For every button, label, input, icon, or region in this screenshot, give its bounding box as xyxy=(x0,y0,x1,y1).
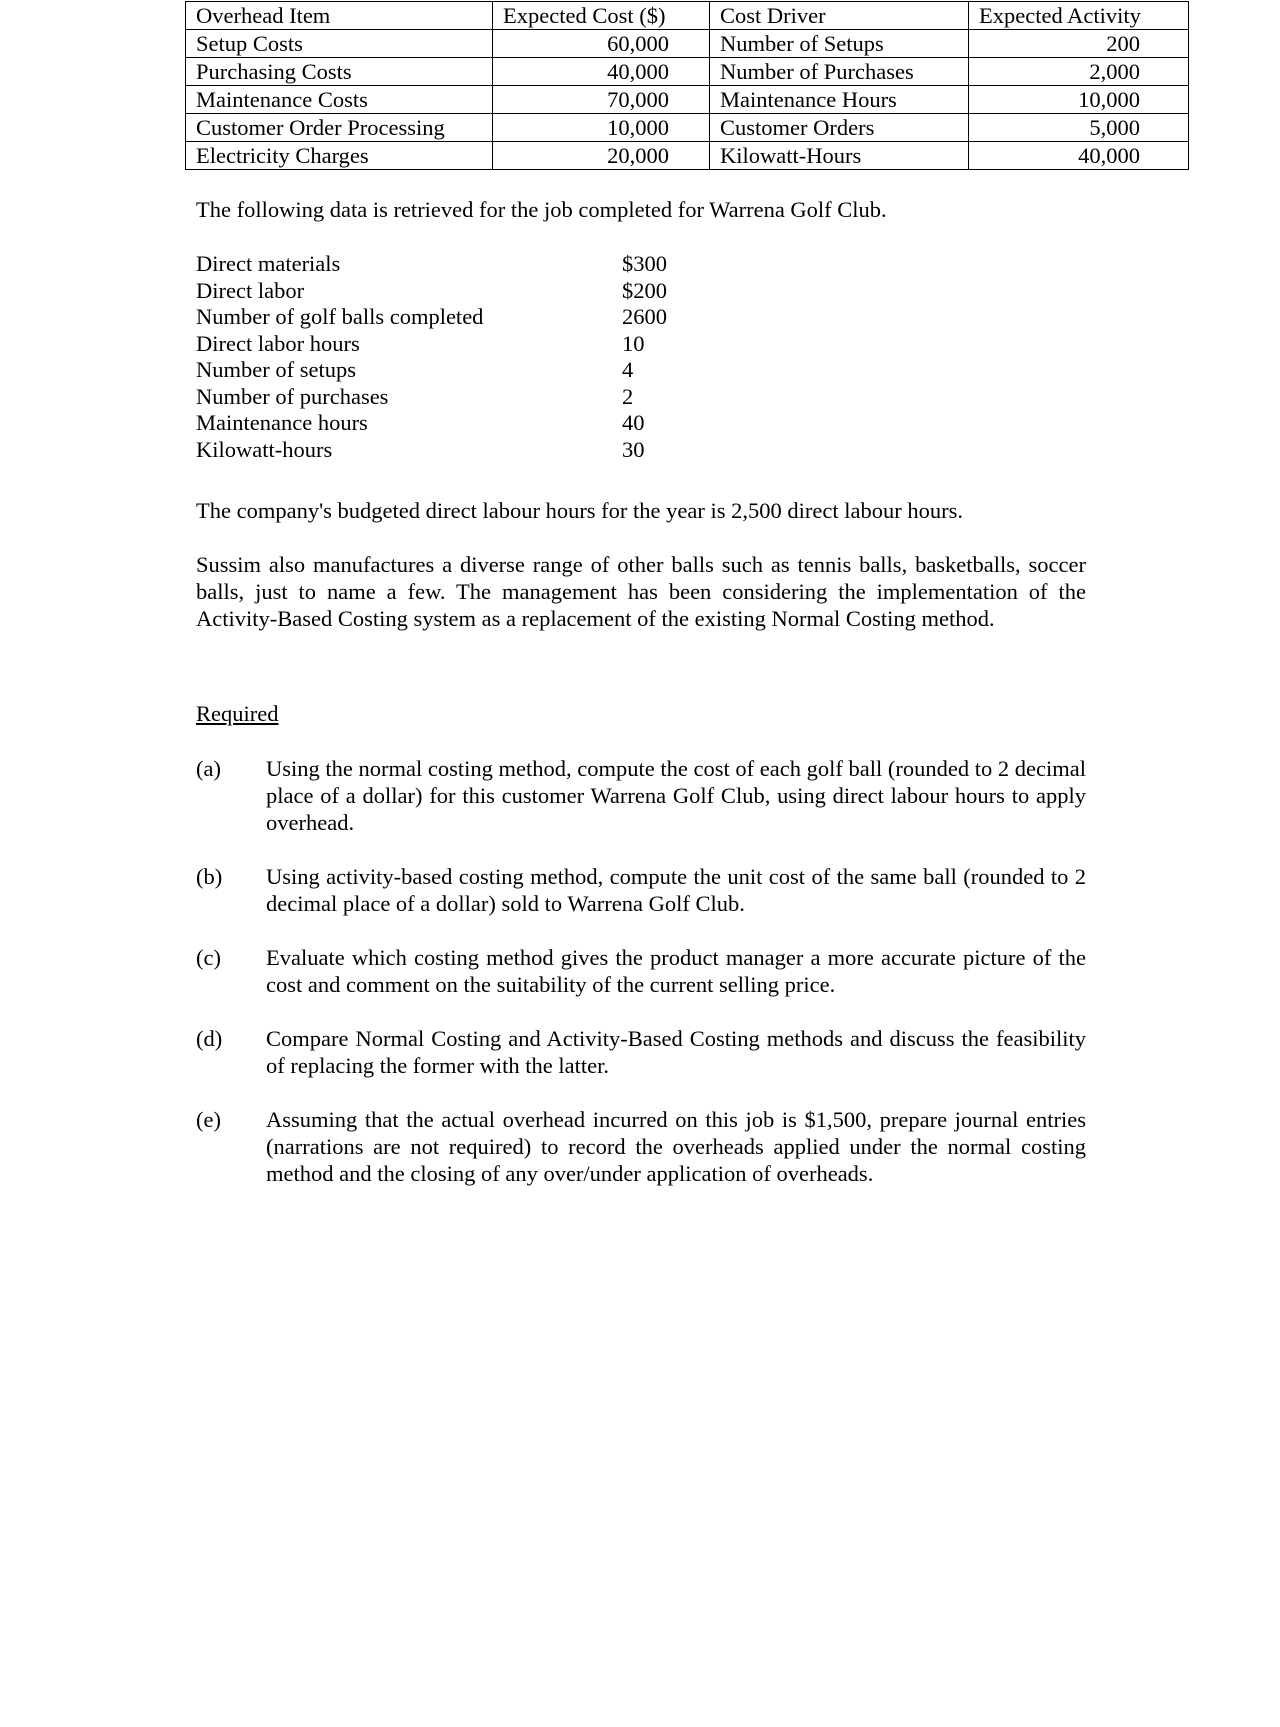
cell-expected-activity: 5,000 xyxy=(969,114,1189,142)
table-row xyxy=(186,30,1189,58)
job-data-label: Direct labor xyxy=(196,277,305,303)
budget-paragraph: The company's budgeted direct labour hours for the year is 2,500 direct labour hours. xyxy=(196,498,963,523)
table-row xyxy=(186,114,1189,142)
column-header-expected-cost: Expected Cost ($) xyxy=(493,2,710,30)
list-item xyxy=(196,250,716,277)
job-data-value: 40 xyxy=(622,410,645,435)
requirement-letter: (c) xyxy=(196,945,221,970)
cell-overhead-item: Electricity Charges xyxy=(186,142,493,170)
cell-cost-driver: Customer Orders xyxy=(710,114,969,142)
requirement-letter: (a) xyxy=(196,756,221,781)
job-data-label: Kilowatt-hours xyxy=(196,436,333,462)
job-data-label: Number of setups xyxy=(196,357,356,382)
job-data-list xyxy=(196,250,716,462)
column-header-expected-activity: Expected Activity xyxy=(969,2,1189,30)
list-item xyxy=(196,1106,1086,1187)
list-item xyxy=(196,436,716,463)
cell-overhead-item: Setup Costs xyxy=(186,30,493,58)
requirement-letter: (b) xyxy=(196,864,223,889)
list-item xyxy=(196,303,716,330)
cell-expected-cost: 20,000 xyxy=(493,142,710,170)
requirement-text: Using activity-based costing method, compute the unit cost of the same ball (rounded to 2 decimal place of a dollar) sold to Warrena Golf Club. xyxy=(266,864,1086,916)
column-header-cost-driver: Cost Driver xyxy=(710,2,969,30)
cell-expected-cost: 40,000 xyxy=(493,58,710,86)
overhead-cost-table xyxy=(185,1,1189,170)
cell-cost-driver: Maintenance Hours xyxy=(710,86,969,114)
cell-expected-activity: 200 xyxy=(969,30,1189,58)
job-data-value: 2 xyxy=(622,383,634,409)
requirements-list xyxy=(196,755,1086,1214)
list-item xyxy=(196,863,1086,917)
cell-cost-driver: Kilowatt-Hours xyxy=(710,142,969,170)
list-item xyxy=(196,944,1086,998)
job-data-label: Direct materials xyxy=(196,251,341,276)
list-item xyxy=(196,383,716,410)
cell-cost-driver: Number of Setups xyxy=(710,30,969,58)
job-data-value: 4 xyxy=(622,357,634,382)
cell-expected-cost: 60,000 xyxy=(493,30,710,58)
requirement-text: Compare Normal Costing and Activity-Based Costing methods and discuss the feasibility of replacing the former with the latter. xyxy=(266,1026,1086,1078)
required-heading: Required xyxy=(196,701,279,726)
job-data-value: $300 xyxy=(622,251,667,276)
job-data-value: 30 xyxy=(622,436,645,462)
cell-expected-cost: 10,000 xyxy=(493,114,710,142)
cell-expected-cost: 70,000 xyxy=(493,86,710,114)
requirement-text: Evaluate which costing method gives the product manager a more accurate picture of the cost and comment on the suitability of the current selling price. xyxy=(266,945,1086,997)
job-data-label: Number of golf balls completed xyxy=(196,304,484,329)
table-row xyxy=(186,142,1189,170)
list-item xyxy=(196,330,716,357)
list-item xyxy=(196,409,716,436)
job-data-label: Maintenance hours xyxy=(196,410,368,435)
job-data-value: $200 xyxy=(622,277,667,303)
table-header-row xyxy=(186,2,1189,30)
job-data-value: 2600 xyxy=(622,304,667,329)
requirement-text: Assuming that the actual overhead incurred on this job is $1,500, prepare journal entries (narrations are not required) to record the overheads applied under the normal costing method and the closing of any over/under application of overheads. xyxy=(266,1107,1086,1186)
requirement-text: Using the normal costing method, compute the cost of each golf ball (rounded to 2 decimal place of a dollar) for this customer Warrena Golf Club, using direct labour hours to apply overhead. xyxy=(266,756,1086,835)
list-item xyxy=(196,1025,1086,1079)
cell-cost-driver: Number of Purchases xyxy=(710,58,969,86)
cell-overhead-item: Customer Order Processing xyxy=(186,114,493,142)
table-row xyxy=(186,86,1189,114)
cell-overhead-item: Maintenance Costs xyxy=(186,86,493,114)
table-row xyxy=(186,58,1189,86)
intro-paragraph: The following data is retrieved for the job completed for Warrena Golf Club. xyxy=(196,197,887,222)
list-item xyxy=(196,755,1086,836)
cell-expected-activity: 40,000 xyxy=(969,142,1189,170)
requirement-letter: (d) xyxy=(196,1026,223,1051)
column-header-overhead-item: Overhead Item xyxy=(186,2,493,30)
job-data-label: Direct labor hours xyxy=(196,330,360,356)
job-data-value: 10 xyxy=(622,330,645,356)
list-item xyxy=(196,356,716,383)
list-item xyxy=(196,277,716,304)
sussim-paragraph: Sussim also manufactures a diverse range of other balls such as tennis balls, basketballs, soccer balls, just to name a few. The management has been considering the implementation of the Activity-Based Costing system as a replacement of the existing Normal Costing method. xyxy=(196,552,1086,631)
job-data-label: Number of purchases xyxy=(196,383,389,409)
cell-expected-activity: 10,000 xyxy=(969,86,1189,114)
cell-overhead-item: Purchasing Costs xyxy=(186,58,493,86)
requirement-letter: (e) xyxy=(196,1107,221,1132)
cell-expected-activity: 2,000 xyxy=(969,58,1189,86)
